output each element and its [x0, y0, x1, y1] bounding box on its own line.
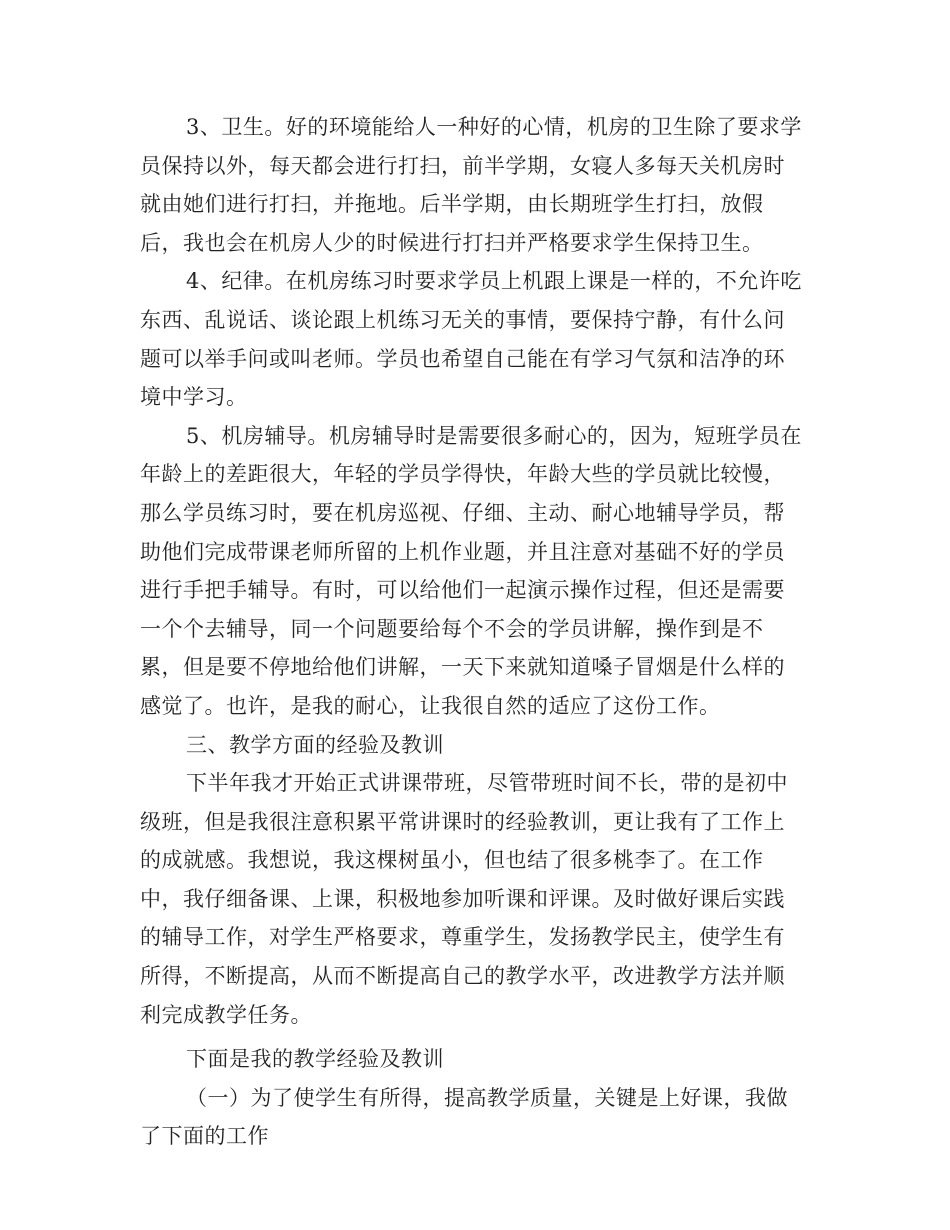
paragraph-line: 4、纪律。在机房练习时要求学员上机跟上课是一样的，不允许吃	[186, 269, 802, 294]
paragraph-line: 的成就感。我想说，我这棵树虽小，但也结了很多桃李了。在工作	[140, 848, 764, 873]
paragraph-discipline	[140, 262, 810, 416]
paragraph-line: 的辅导工作，对学生严格要求，尊重学生，发扬教学民主，使学生有	[140, 925, 785, 950]
paragraph-line: 3、卫生。好的环境能给人一种好的心情，机房的卫生除了要求学	[186, 115, 802, 139]
paragraph-hygiene	[140, 108, 810, 262]
paragraph-line: 了下面的工作	[140, 1124, 269, 1149]
paragraph-line: 下面是我的教学经验及教训	[186, 1047, 444, 1072]
paragraph-line: 所得，不断提高，从而不断提高自己的教学水平，改进教学方法并顺	[140, 964, 785, 989]
section-heading: 三、教学方面的经验及教训	[186, 732, 444, 757]
paragraph-line: 感觉了。也许，是我的耐心，让我很自然的适应了这份工作。	[140, 693, 721, 718]
document-body	[140, 108, 810, 1156]
paragraph-line: 利完成教学任务。	[140, 1002, 312, 1027]
paragraph-line: 累，但是要不停地给他们讲解，一天下来就知道嗓子冒烟是什么样的	[140, 655, 785, 680]
paragraph-line: 境中学习。	[140, 385, 248, 410]
paragraph-line: 5、机房辅导。机房辅导时是需要很多耐心的，因为，短班学员在	[186, 423, 802, 448]
paragraph-line: 后，我也会在机房人少的时候进行打扫并严格要求学生保持卫生。	[140, 230, 764, 255]
paragraph-line: （一）为了使学生有所得，提高教学质量，关键是上好课，我做	[186, 1085, 788, 1110]
paragraph-point-one	[140, 1079, 810, 1156]
paragraph-line: 助他们完成带课老师所留的上机作业题，并且注意对基础不好的学员	[140, 539, 785, 564]
paragraph-line: 就由她们进行打扫，并拖地。后半学期，由长期班学生打扫，放假	[140, 192, 764, 217]
paragraph-line: 年龄上的差距很大，年轻的学员学得快，年龄大些的学员就比较慢，	[140, 462, 785, 487]
paragraph-lab-tutoring	[140, 417, 810, 726]
paragraph-line: 东西、乱说话、谈论跟上机练习无关的事情，要保持宁静，有什么问	[140, 307, 785, 332]
paragraph-line: 题可以举手问或叫老师。学员也希望自己能在有学习气氛和洁净的环	[140, 346, 785, 371]
paragraph-line: 一个个去辅导，同一个问题要给每个不会的学员讲解，操作到是不	[140, 616, 764, 641]
paragraph-line: 那么学员练习时，要在机房巡视、仔细、主动、耐心地辅导学员，帮	[140, 500, 785, 525]
paragraph-intro-lessons	[140, 1040, 810, 1079]
section-heading-teaching-experience	[140, 726, 810, 765]
paragraph-line: 下半年我才开始正式讲课带班，尽管带班时间不长，带的是初中	[186, 771, 788, 796]
paragraph-line: 级班，但是我很注意积累平常讲课时的经验教训，更让我有了工作上	[140, 809, 785, 834]
paragraph-line: 中，我仔细备课、上课，积极地参加听课和评课。及时做好课后实践	[140, 886, 785, 911]
paragraph-teaching-summary	[140, 764, 810, 1034]
paragraph-line: 进行手把手辅导。有时，可以给他们一起演示操作过程，但还是需要	[140, 578, 785, 603]
paragraph-line: 员保持以外，每天都会进行打扫，前半学期，女寝人多每天关机房时	[140, 153, 785, 178]
